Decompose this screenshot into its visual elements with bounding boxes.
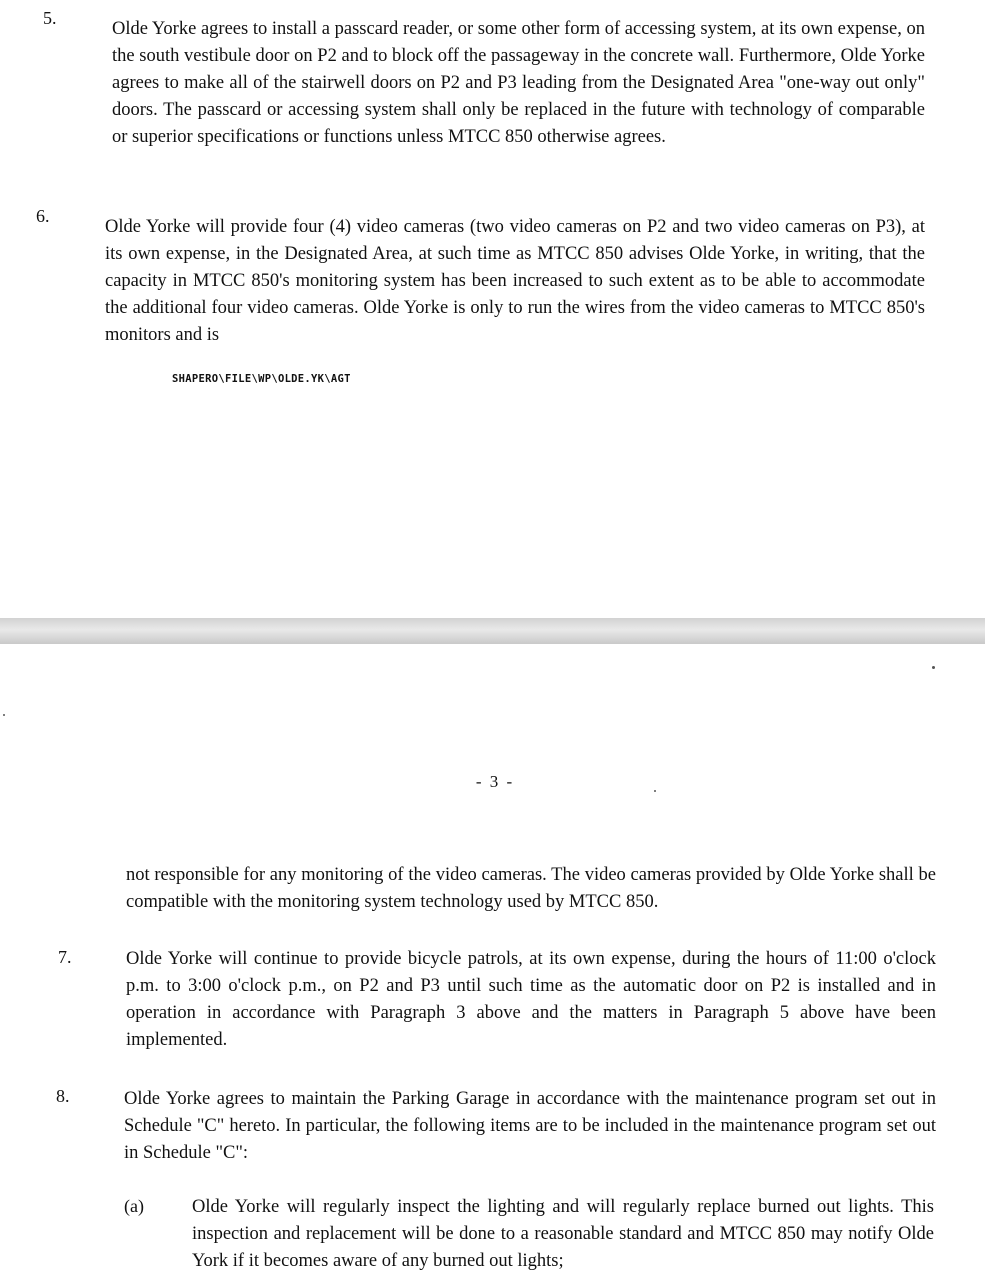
paragraph-6-text: Olde Yorke will provide four (4) video cameras (two video cameras on P2 and two video cameras on P3), at its own expense, in the Designated Area, at such time as MTCC 850 advises Olde Yorke, in writing, that the capacity in MTCC 850's monitoring system has been increased to such extent as to be able to accommodate the additional four video cameras. Olde Yorke is only to run the wires from the video cameras to MTCC 850's monitors and is	[105, 217, 925, 345]
paragraph-7-text: Olde Yorke will continue to provide bicycle patrols, at its own expense, during the hours of 11:00 o'clock p.m. to 3:00 o'clock p.m., on P2 and P3 until such time as the automatic door on P2 is installed and in operation in accordance with Paragraph 3 above and the matters in Paragraph 5 above have been implemented.	[126, 949, 936, 1050]
paragraph-number-8: 8.	[56, 1086, 70, 1106]
paragraph-8-text: Olde Yorke agrees to maintain the Parking Garage in accordance with the maintenance program set out in Schedule "C" hereto. In particular, the following items are to be included in the maintenance program set out in Schedule "C":	[124, 1089, 936, 1163]
document-page-top	[0, 0, 985, 618]
page-break-divider	[0, 618, 985, 644]
sub-item-a-text: Olde Yorke will regularly inspect the lighting and will regularly replace burned out lights. This inspection and replacement will be done to a reasonable standard and MTCC 850 may notify Olde York if it becomes aware of any burned out lights;	[192, 1197, 934, 1271]
sub-item-label-a: (a)	[124, 1196, 144, 1216]
scan-speck	[654, 790, 656, 792]
scan-speck	[3, 714, 5, 716]
paragraph-number-6: 6.	[36, 206, 50, 226]
continuation-paragraph: not responsible for any monitoring of the video cameras. The video cameras provided by Olde Yorke shall be compatible with the monitoring system technology used by MTCC 850.	[126, 865, 936, 912]
paragraph-5-text: Olde Yorke agrees to install a passcard reader, or some other form of accessing system, at its own expense, on the south vestibule door on P2 and to block off the passageway in the concrete wall. Furthermore, Olde Yorke agrees to make all of the stairwell doors on P2 and P3 leading from the Designated Area "one-way out only" doors. The passcard or accessing system shall only be replaced in the future with technology of comparable or superior specifications or functions unless MTCC 850 otherwise agrees.	[112, 19, 925, 147]
paragraph-number-5: 5.	[43, 8, 57, 28]
scan-speck	[932, 666, 935, 669]
document-file-path: SHAPERO\FILE\WP\OLDE.YK\AGT	[172, 373, 351, 385]
page-number: - 3 -	[475, 772, 515, 791]
paragraph-number-7: 7.	[58, 947, 72, 967]
